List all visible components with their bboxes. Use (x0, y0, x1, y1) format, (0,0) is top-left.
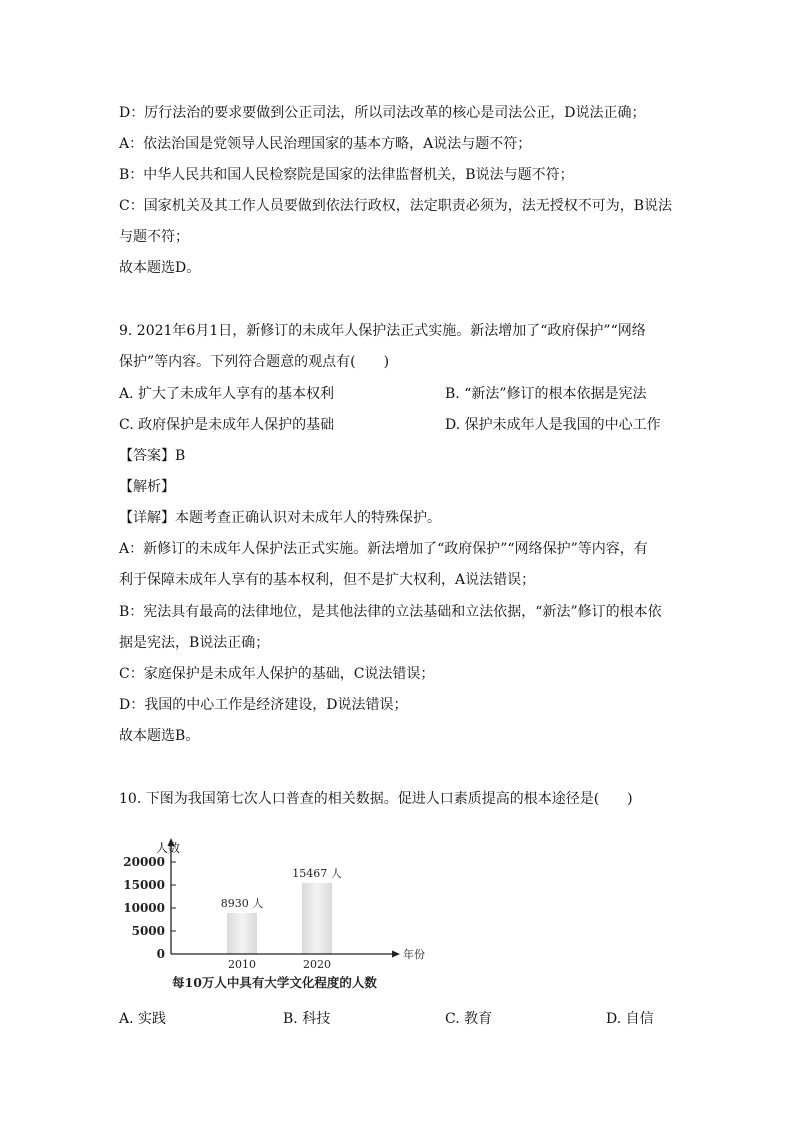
q10-stem: 10. 下图为我国第七次人口普查的相关数据。促进人口素质提高的根本途径是( ) (119, 791, 633, 807)
q8-explain-c-line2: 与题不符； (119, 229, 189, 245)
q8-explain-c-line1: C：国家机关及其工作人员要做到依法行政权，法定职责必须为，法无授权不可为，B说法 (119, 198, 672, 214)
q9-explain-b-line2: 据是宪法，B说法正确； (119, 635, 270, 651)
q9-option-a: A. 扩大了未成年人享有的基本权利 (119, 386, 335, 402)
y-tick-label-10000: 10000 (123, 901, 165, 915)
q10-option-d: D. 自信 (606, 1011, 654, 1027)
q9-option-b: B. “新法”修订的根本依据是宪法 (445, 386, 647, 402)
q9-explain-a-line1: A：新修订的未成年人保护法正式实施。新法增加了“政府保护”“网络保护”等内容，有 (119, 541, 648, 557)
q9-option-d: D. 保护未成年人是我国的中心工作 (445, 417, 661, 433)
y-tick-label-20000: 20000 (123, 855, 165, 869)
value-label-2010: 8930 人 (220, 896, 264, 910)
x-tick-label-2010: 2010 (228, 958, 256, 971)
q9-detail: 【详解】本题考查正确认识对未成年人的特殊保护。 (119, 510, 441, 526)
x-axis-arrow (392, 951, 400, 958)
q9-stem-line1: 9. 2021年6月1日，新修订的未成年人保护法正式实施。新法增加了“政府保护”“网络 (119, 323, 646, 339)
q9-conclusion: 故本题选B。 (119, 728, 200, 744)
q10-option-a: A. 实践 (119, 1011, 167, 1027)
q9-explain-c: C：家庭保护是未成年人保护的基础，C说法错误； (119, 666, 435, 682)
bar-2010 (227, 913, 257, 954)
q8-conclusion: 故本题选D。 (119, 260, 201, 276)
q9-explain-b-line1: B：宪法具有最高的法律地位，是其他法律的立法基础和立法依据，“新法”修订的根本依 (119, 604, 662, 620)
q9-option-c: C. 政府保护是未成年人保护的基础 (119, 417, 335, 433)
q9-explain-a-line2: 利于保障未成年人享有的基本权利，但不是扩大权利，A说法错误； (119, 572, 536, 588)
q8-explain-a: A：依法治国是党领导人民治理国家的基本方略，A说法与题不符； (119, 136, 532, 152)
q9-explain-d: D：我国的中心工作是经济建设，D说法错误； (119, 697, 408, 713)
x-axis-label: 年份 (403, 948, 425, 961)
population-chart (120, 838, 450, 998)
x-tick-label-2020: 2020 (303, 958, 331, 971)
y-tick-label-5000: 5000 (131, 924, 165, 938)
y-tick-label-0: 0 (156, 947, 165, 961)
y-tick-label-15000: 15000 (123, 878, 165, 892)
q10-option-b: B. 科技 (283, 1011, 331, 1027)
q9-stem-line2: 保护”等内容。下列符合题意的观点有( ) (119, 354, 390, 370)
q10-option-c: C. 教育 (445, 1011, 493, 1027)
q9-analysis-heading: 【解析】 (119, 479, 175, 495)
q8-explain-b: B：中华人民共和国人民检察院是国家的法律监督机关，B说法与题不符； (119, 167, 574, 183)
bar-2020 (302, 883, 332, 954)
chart-caption: 每10万人中具有大学文化程度的人数 (172, 975, 377, 990)
q9-answer: 【答案】B (119, 448, 186, 464)
value-label-2020: 15467 人 (292, 866, 342, 880)
y-axis-label: 人数 (156, 841, 181, 855)
q8-explain-d: D：厉行法治的要求要做到公正司法，所以司法改革的核心是司法公正，D说法正确； (119, 105, 646, 121)
